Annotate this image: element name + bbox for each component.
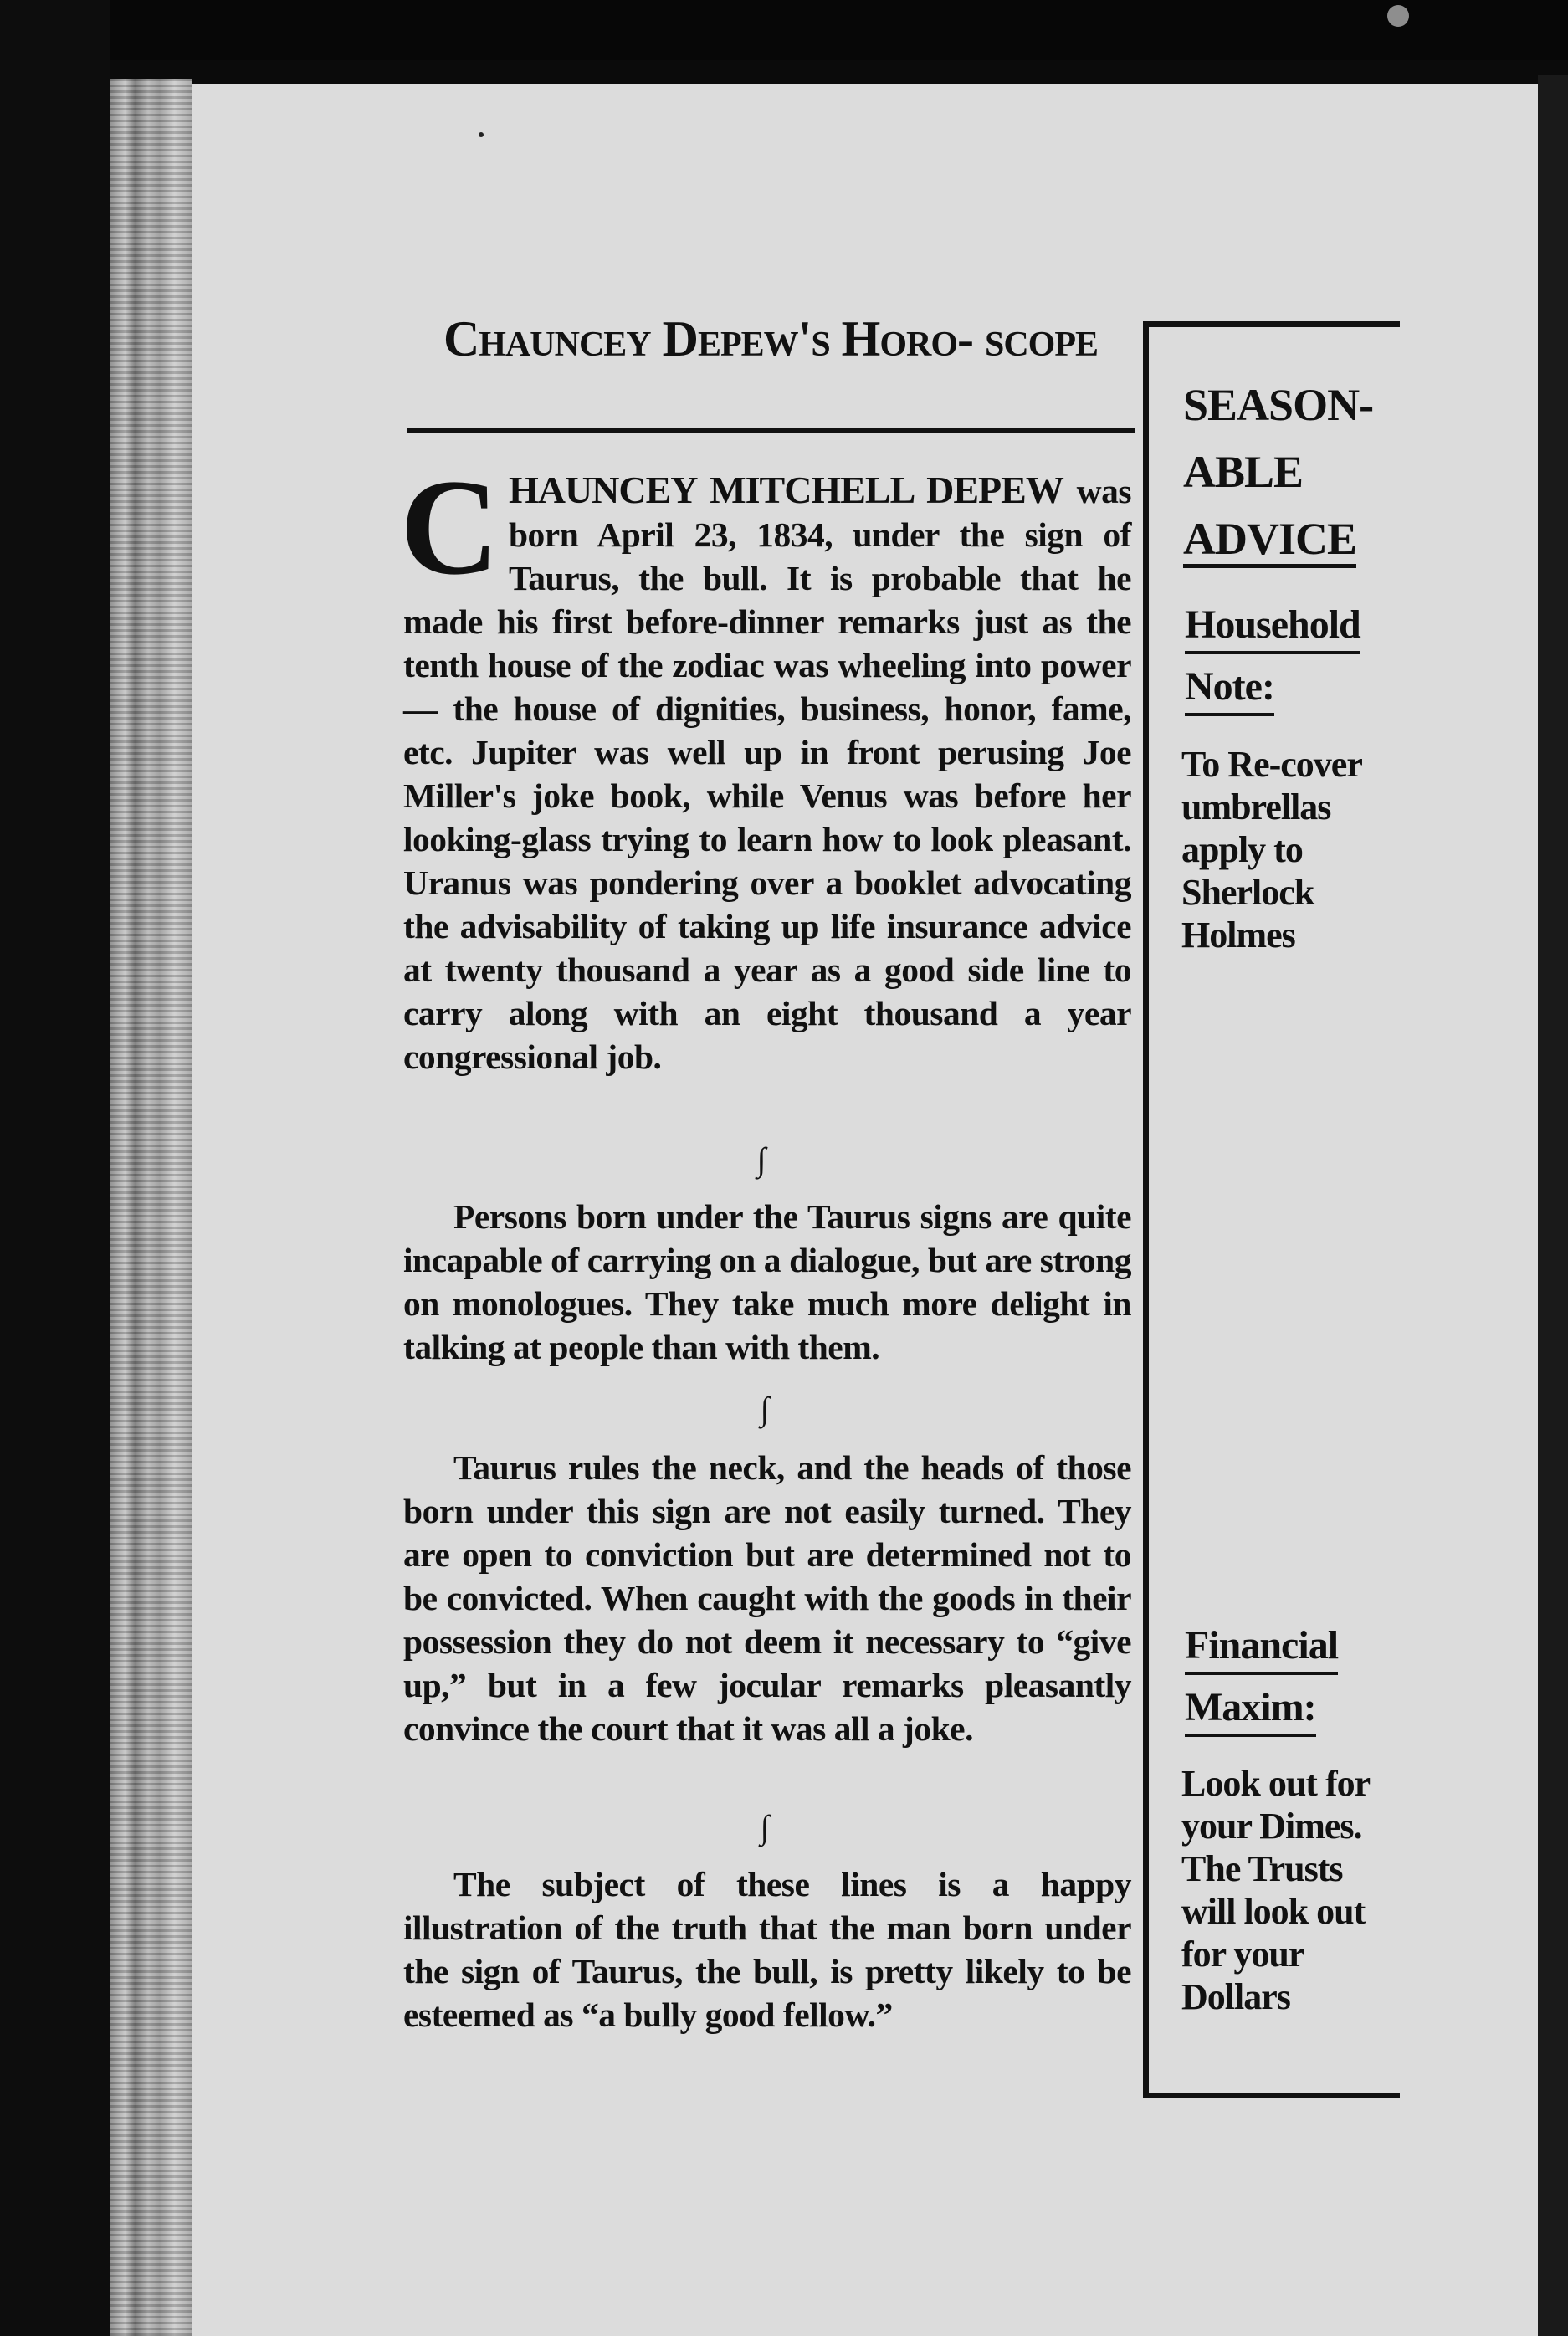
paragraph-2-text: Persons born under the Taurus signs are quite incapable of carrying on a dialogue, but are strong on monologues. They take much more delight in talking at people than with them. bbox=[403, 1197, 1131, 1366]
financial-maxim-text: Look out for your Dimes. The Trusts will look out for your Dollars bbox=[1181, 1763, 1370, 2017]
drop-cap: C bbox=[400, 452, 499, 603]
sidebar-title bbox=[1183, 371, 1409, 572]
section-ornament: ∫ bbox=[760, 1808, 770, 1846]
paragraph-4-text: The subject of these lines is a happy illustration of the truth that the man born under the sign of Taurus, the bull, is pretty likely to be esteemed as “a bully good fellow.” bbox=[403, 1865, 1131, 2034]
article-paragraph-3 bbox=[403, 1446, 1131, 1750]
lead-in-name: HAUNCEY MITCHELL DEPEW bbox=[508, 469, 1063, 511]
section-ornament: ∫ bbox=[756, 1140, 766, 1178]
paper-speck bbox=[479, 132, 484, 137]
article-paragraph-2 bbox=[403, 1195, 1131, 1369]
sidebar-title-line-1: SEASON- bbox=[1183, 380, 1374, 430]
household-heading-line-1: Household bbox=[1185, 599, 1360, 654]
paragraph-3-text: Taurus rules the neck, and the heads of those born under this sign are not easily turned. They are open to conviction but are determined not to be convicted. When caught with the goods in their possession they do not deem it necessary to “give up,” but in a few jocular remarks pleasantly convince the court that it was all a joke. bbox=[403, 1448, 1131, 1748]
article-paragraph-4 bbox=[403, 1862, 1131, 2036]
paragraph-1-text: was born April 23, 1834, under the sign of Taurus, the bull. It is probable that he made his first before-dinner remarks just as the tenth house of the zodiac was wheeling into power — the house of dignities, business, honor, fame, etc. Jupiter was well up in front perusing Joe Miller's joke book, while Venus was before her looking-glass trying to learn how to look pleasant. Uranus was pondering over a booklet advocating the advisability of taking up life insurance advice at twenty thousand a year as a good side line to carry along with an eight thousand a year congressional job. bbox=[403, 472, 1131, 1076]
sidebar-title-line-2: ABLE bbox=[1183, 447, 1304, 497]
article-paragraph-1 bbox=[400, 452, 1131, 1078]
scan-left-border bbox=[0, 0, 110, 2336]
household-heading bbox=[1185, 594, 1402, 718]
financial-heading-line-2: Maxim: bbox=[1185, 1682, 1316, 1737]
book-binding-strip bbox=[110, 79, 192, 2336]
financial-heading bbox=[1185, 1615, 1402, 1739]
scan-top-border bbox=[0, 0, 1568, 60]
sidebar-title-line-3: ADVICE bbox=[1183, 514, 1356, 568]
scan-right-border bbox=[1538, 75, 1568, 2336]
financial-heading-line-1: Financial bbox=[1185, 1620, 1338, 1675]
scan-speck bbox=[1387, 5, 1409, 27]
article-title: Chauncey Depew's Horo- scope bbox=[443, 311, 1099, 366]
household-note-text: To Re-cover umbrellas apply to Sherlock Holmes bbox=[1181, 744, 1362, 955]
household-heading-line-2: Note: bbox=[1185, 661, 1274, 716]
title-rule bbox=[407, 428, 1135, 433]
section-ornament: ∫ bbox=[760, 1390, 770, 1427]
